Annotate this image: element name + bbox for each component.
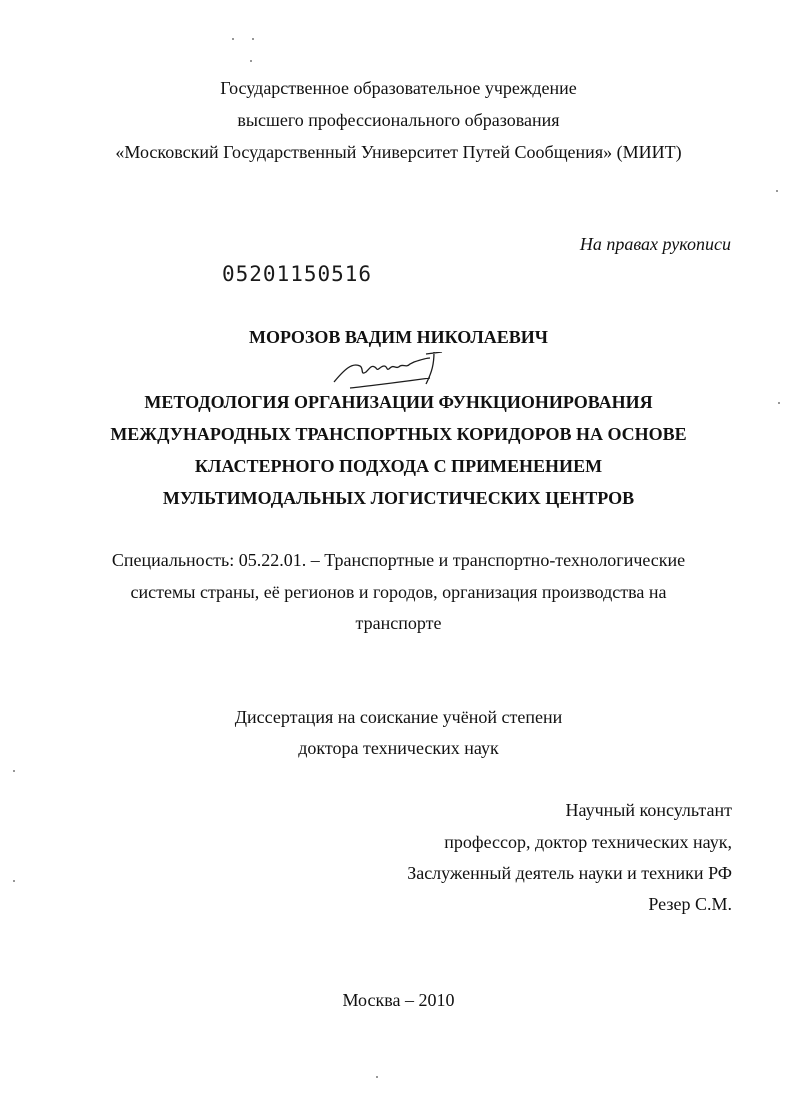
scan-speck bbox=[252, 38, 254, 40]
title-line-2: МЕЖДУНАРОДНЫХ ТРАНСПОРТНЫХ КОРИДОРОВ НА ОСНОВЕ bbox=[110, 424, 687, 444]
scan-speck bbox=[13, 770, 15, 772]
dissertation-line-1: Диссертация на соискание учёной степени bbox=[234, 707, 563, 727]
consultant-heading: Научный консультант bbox=[565, 800, 732, 820]
scan-speck bbox=[250, 60, 252, 62]
place-year: Москва – 2010 bbox=[342, 990, 455, 1010]
scan-speck bbox=[232, 38, 234, 40]
scan-speck bbox=[376, 1076, 378, 1078]
specialty-line-1: Специальность: 05.22.01. – Транспортные и транспортно-технологические bbox=[111, 550, 686, 570]
consultant-degree: профессор, доктор технических наук, bbox=[444, 832, 732, 852]
institution-line-2: высшего профессионального образования bbox=[237, 110, 560, 130]
rights-note: На правах рукописи bbox=[579, 234, 731, 254]
consultant-honorary-title: Заслуженный деятель науки и техники РФ bbox=[407, 863, 732, 883]
signature-icon bbox=[330, 352, 450, 392]
title-line-3: КЛАСТЕРНОГО ПОДХОДА С ПРИМЕНЕНИЕМ bbox=[194, 456, 603, 476]
author-name: МОРОЗОВ ВАДИМ НИКОЛАЕВИЧ bbox=[249, 327, 548, 347]
scan-speck bbox=[776, 190, 778, 192]
institution-line-3: «Московский Государственный Университет Путей Сообщения» (МИИТ) bbox=[115, 142, 682, 162]
institution-line-1: Государственное образовательное учреждение bbox=[220, 78, 577, 98]
title-line-4: МУЛЬТИМОДАЛЬНЫХ ЛОГИСТИЧЕСКИХ ЦЕНТРОВ bbox=[162, 488, 635, 508]
dissertation-line-2: доктора технических наук bbox=[298, 738, 499, 758]
archive-stamp-number: 05201150516 bbox=[222, 262, 373, 286]
consultant-name: Резер С.М. bbox=[648, 894, 732, 914]
specialty-line-3: транспорте bbox=[355, 613, 442, 633]
title-line-1: МЕТОДОЛОГИЯ ОРГАНИЗАЦИИ ФУНКЦИОНИРОВАНИЯ bbox=[144, 392, 653, 412]
specialty-line-2: системы страны, её регионов и городов, организация производства на bbox=[130, 582, 667, 602]
